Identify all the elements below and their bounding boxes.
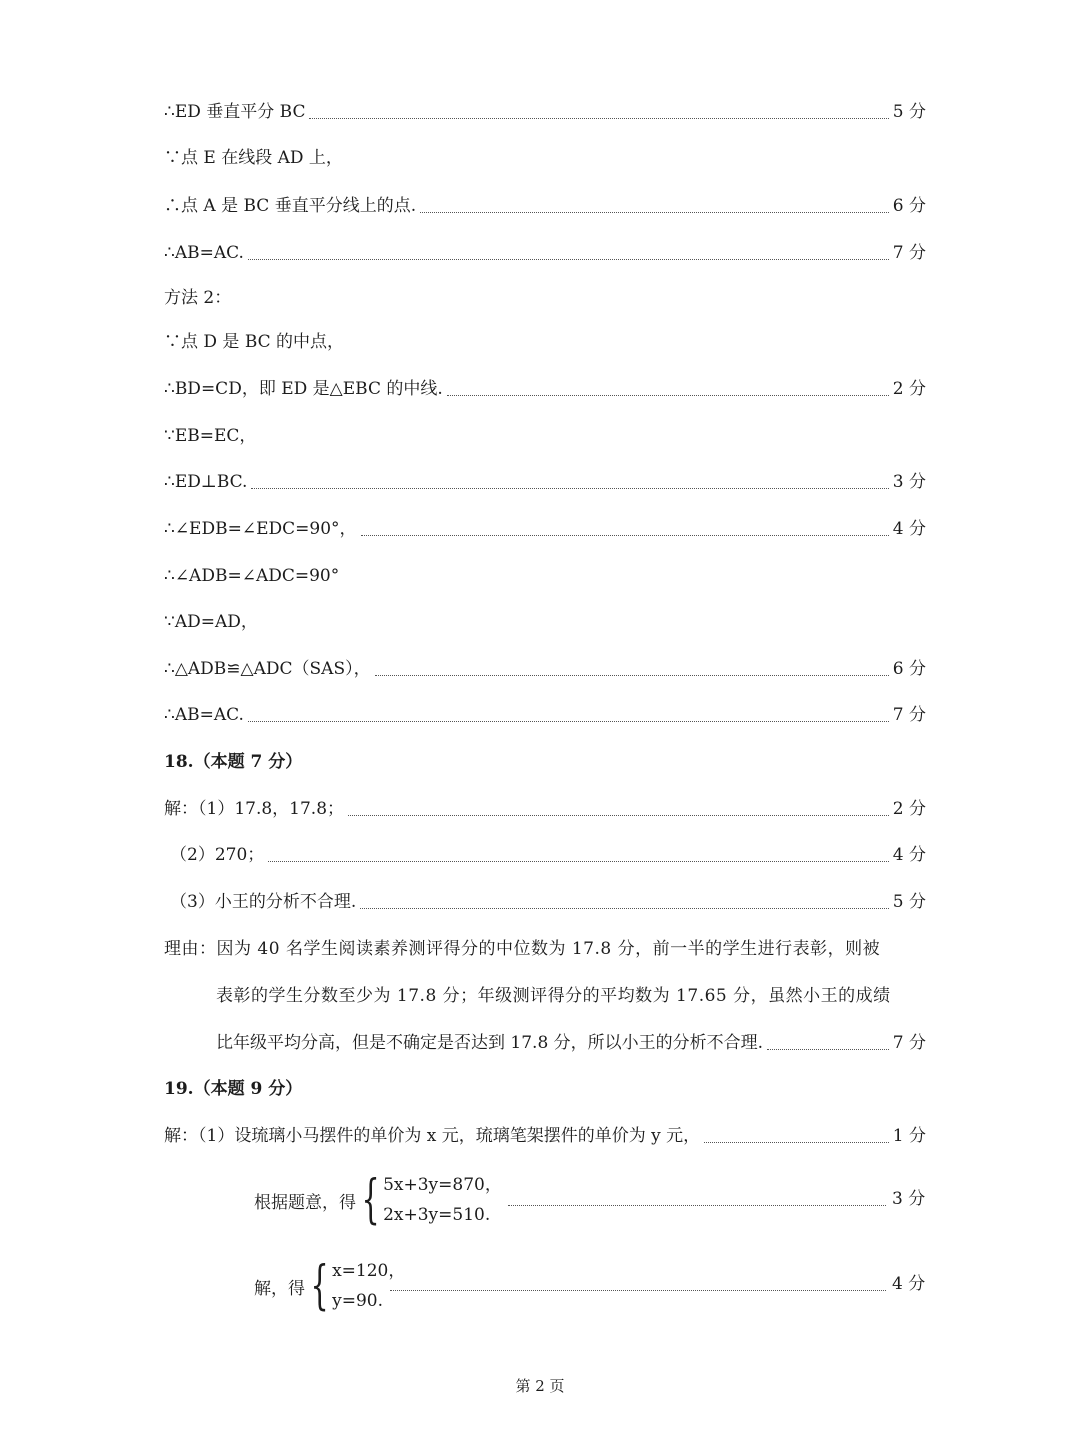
line-text: ∴BD=CD，即 ED 是△EBC 的中线. bbox=[164, 379, 443, 399]
proof-line-7 bbox=[164, 374, 926, 404]
equation-2: 2x+3y=510. bbox=[383, 1205, 491, 1225]
line-text: ∴ED 垂直平分 BC bbox=[164, 102, 306, 122]
points-label: 5 分 bbox=[892, 892, 926, 912]
points-label: 2 分 bbox=[892, 379, 926, 399]
line-text: 方法 2： bbox=[164, 288, 232, 308]
points-label: 6 分 bbox=[892, 659, 926, 679]
equation-1: 5x+3y=870， bbox=[383, 1175, 502, 1195]
proof-line-6 bbox=[164, 327, 926, 357]
leader-dots bbox=[251, 487, 888, 489]
line-text: 18.（本题 7 分） bbox=[164, 752, 303, 772]
leader-dots bbox=[268, 860, 889, 862]
points-label: 7 分 bbox=[892, 705, 926, 725]
line-text: ∴∠ADB=∠ADC=90° bbox=[164, 566, 340, 586]
q18-reason-line-2 bbox=[216, 981, 926, 1011]
equation-system-setup bbox=[254, 1170, 502, 1230]
q18-reason-line-3 bbox=[216, 1028, 926, 1058]
points-label: 2 分 bbox=[892, 799, 926, 819]
system-lead-text: 根据题意，得 bbox=[254, 1192, 356, 1213]
proof-line-4 bbox=[164, 238, 926, 268]
proof-line-10 bbox=[164, 514, 926, 544]
question-18-heading bbox=[164, 747, 926, 777]
page-number: 第 2 页 bbox=[515, 1377, 565, 1395]
points-label: 3 分 bbox=[892, 472, 926, 492]
leader-dots bbox=[248, 720, 889, 722]
method-2-heading bbox=[164, 283, 926, 313]
line-text: （2）270； bbox=[170, 845, 265, 865]
points-label: 6 分 bbox=[892, 196, 926, 216]
proof-line-3 bbox=[164, 191, 926, 221]
left-brace-icon: { bbox=[361, 1170, 380, 1230]
points-label: 3 分 bbox=[892, 1189, 926, 1209]
line-text: 19.（本题 9 分） bbox=[164, 1079, 303, 1099]
line-text: ∴点 A 是 BC 垂直平分线上的点. bbox=[164, 196, 417, 216]
leader-dots bbox=[348, 814, 889, 816]
left-brace-icon: { bbox=[310, 1256, 329, 1316]
line-text: 解：（1）17.8，17.8； bbox=[164, 799, 345, 819]
line-text: 解：（1）设琉璃小马摆件的单价为 x 元，琉璃笔架摆件的单价为 y 元， bbox=[164, 1126, 701, 1146]
q18-answer-3 bbox=[170, 887, 926, 917]
line-text: （3）小王的分析不合理. bbox=[170, 892, 357, 912]
line-text: ∴ED⊥BC. bbox=[164, 472, 248, 492]
proof-line-9 bbox=[164, 467, 926, 497]
proof-line-14 bbox=[164, 700, 926, 730]
equation-1: x=120， bbox=[332, 1261, 406, 1281]
line-text: ∵点 E 在线段 AD 上， bbox=[164, 148, 343, 168]
proof-line-11 bbox=[164, 561, 926, 591]
line-text: ∵AD=AD， bbox=[164, 612, 258, 632]
proof-line-2 bbox=[164, 143, 926, 173]
leader-dots bbox=[248, 258, 889, 260]
points-label: 5 分 bbox=[892, 102, 926, 122]
leader-dots bbox=[767, 1048, 889, 1050]
leader-dots bbox=[309, 117, 888, 119]
leader-dots bbox=[390, 1289, 886, 1291]
equation-system-solution bbox=[254, 1256, 405, 1316]
points-label: 7 分 bbox=[892, 243, 926, 263]
question-19-heading bbox=[164, 1074, 926, 1104]
line-text: ∴∠EDB=∠EDC=90°， bbox=[164, 519, 357, 539]
line-text: ∴△ADB≌△ADC（SAS）， bbox=[164, 659, 371, 679]
leader-dots bbox=[360, 907, 889, 909]
line-text: 理由：因为 40 名学生阅读素养测评得分的中位数为 17.8 分，前一半的学生进行表彰，则被 bbox=[164, 939, 881, 959]
line-text: ∵点 D 是 BC 的中点， bbox=[164, 332, 345, 352]
equation-2: y=90. bbox=[332, 1291, 383, 1311]
leader-dots bbox=[447, 394, 889, 396]
line-text: 表彰的学生分数至少为 17.8 分；年级测评得分的平均数为 17.65 分，虽然小王的成绩 bbox=[216, 986, 891, 1006]
q18-answer-1 bbox=[164, 794, 926, 824]
points-label: 7 分 bbox=[892, 1033, 926, 1053]
line-text: ∵EB=EC， bbox=[164, 426, 257, 446]
leader-dots bbox=[704, 1141, 889, 1143]
leader-dots bbox=[508, 1204, 886, 1206]
proof-line-12 bbox=[164, 607, 926, 637]
points-label: 4 分 bbox=[892, 845, 926, 865]
line-text: ∴AB=AC. bbox=[164, 243, 244, 263]
equation-list bbox=[332, 1256, 405, 1316]
line-text: ∴AB=AC. bbox=[164, 705, 244, 725]
system-lead-text: 解，得 bbox=[254, 1278, 305, 1299]
points-label: 4 分 bbox=[892, 1274, 926, 1294]
points-label: 1 分 bbox=[892, 1126, 926, 1146]
proof-line-8 bbox=[164, 421, 926, 451]
q19-answer-1 bbox=[164, 1121, 926, 1151]
equation-list bbox=[383, 1170, 502, 1230]
leader-dots bbox=[420, 211, 889, 213]
leader-dots bbox=[361, 534, 889, 536]
line-text: 比年级平均分高，但是不确定是否达到 17.8 分，所以小王的分析不合理. bbox=[216, 1033, 764, 1053]
leader-dots bbox=[375, 674, 889, 676]
points-label: 4 分 bbox=[892, 519, 926, 539]
q18-reason-line-1 bbox=[164, 934, 926, 964]
q18-answer-2 bbox=[170, 840, 926, 870]
proof-line-1 bbox=[164, 97, 926, 127]
proof-line-13 bbox=[164, 654, 926, 684]
